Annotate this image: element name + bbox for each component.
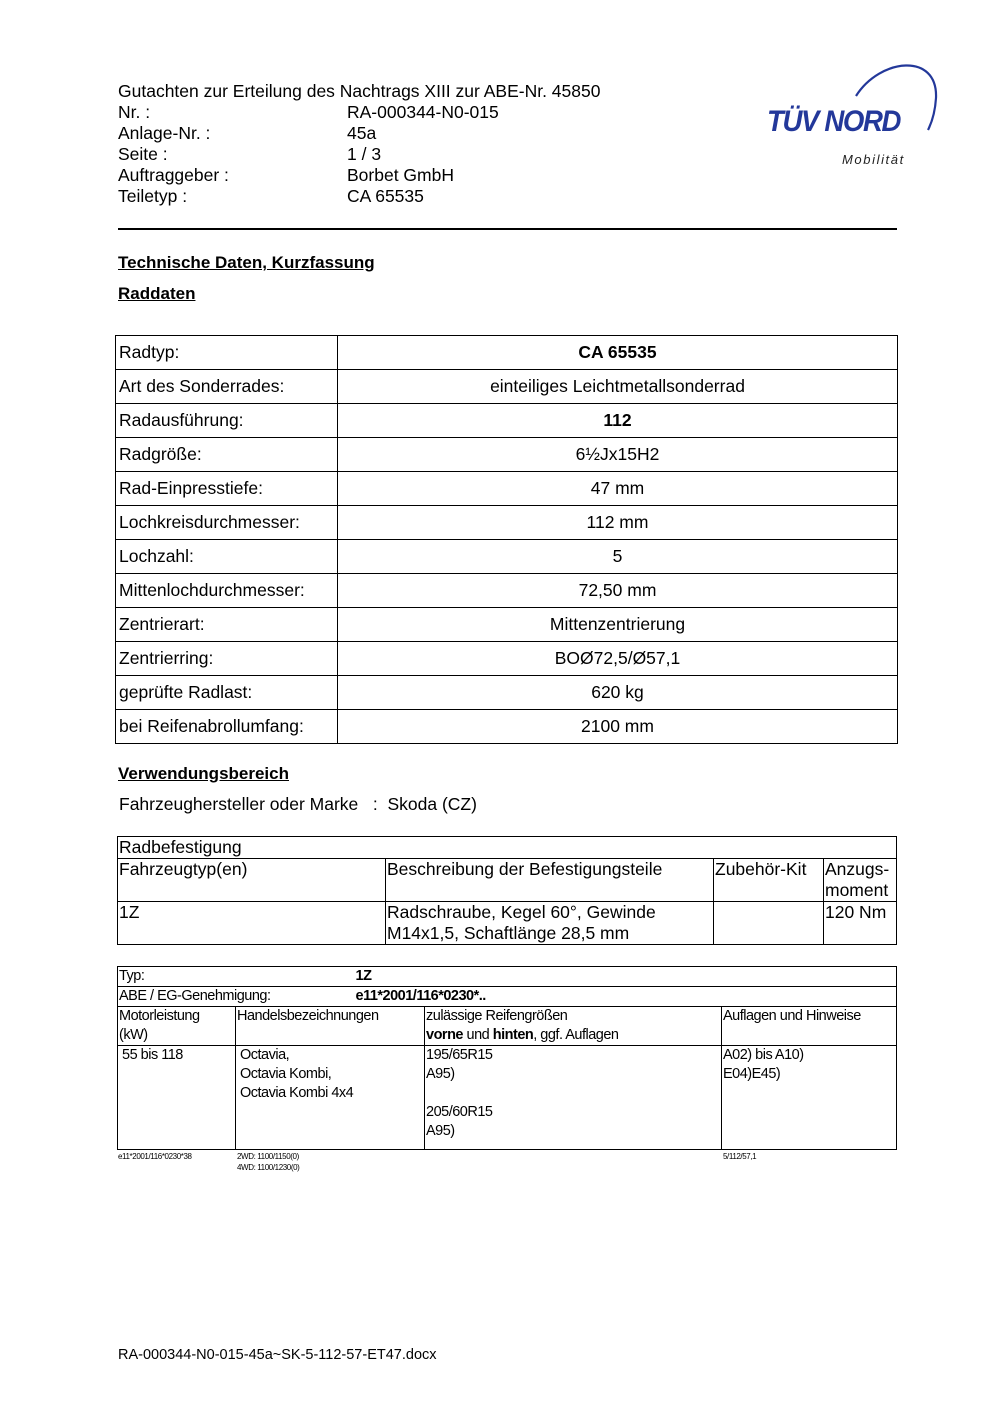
auflagen-line: A02) bis A10) [723, 1047, 804, 1063]
column-header-line: Anzugs- [825, 859, 890, 879]
cell-auflagen [722, 1046, 897, 1150]
header-line: zulässige Reifengrößen [426, 1008, 568, 1024]
cell-beschreibung [386, 902, 714, 945]
header-row-anlage [118, 123, 600, 144]
header-divider [118, 228, 897, 230]
handel-line: Octavia Kombi, [240, 1066, 332, 1082]
usage-separator: : [372, 794, 378, 814]
section-heading-verwendungsbereich: Verwendungsbereich [118, 764, 289, 783]
footnote-load-2wd: 2WD: 1100/1150(0) [237, 1152, 299, 1161]
header-line [426, 1026, 720, 1045]
header-value: 45a [347, 123, 377, 143]
row-label: Radgröße: [116, 438, 338, 472]
row-label: Zentrierart: [116, 608, 338, 642]
document-footer-filename: RA-000344-N0-015-45a~SK-5-112-57-ET47.docx [118, 1347, 437, 1363]
row-label: Radausführung: [116, 404, 338, 438]
row-label: Lochkreisdurchmesser: [116, 506, 338, 540]
table-row [116, 404, 898, 438]
header-label: Teiletyp : [118, 186, 188, 206]
handel-line: Octavia Kombi 4x4 [240, 1085, 354, 1101]
table-header-row [118, 859, 897, 902]
row-value: CA 65535 [338, 336, 898, 370]
table-row [116, 608, 898, 642]
handel-line: Octavia, [240, 1047, 290, 1063]
reifen-line: 195/65R15 [426, 1047, 493, 1063]
table-row [118, 987, 897, 1007]
typ-value-cell [355, 967, 897, 987]
column-header: Zubehör-Kit [714, 859, 824, 902]
header-value: RA-000344-N0-015 [347, 102, 499, 122]
footnote-abe: e11*2001/116*0230*38 [118, 1152, 192, 1161]
document-title: Gutachten zur Erteilung des Nachtrags XIII zur ABE-Nr. 45850 [118, 81, 601, 101]
abe-value-cell [355, 987, 897, 1007]
section-heading-raddaten: Raddaten [118, 284, 196, 303]
row-label: bei Reifenabrollumfang: [116, 710, 338, 744]
row-value: 5 [338, 540, 898, 574]
abe-label: ABE / EG-Genehmigung: [119, 988, 271, 1004]
typ-value: 1Z [355, 968, 372, 984]
header-row-auftraggeber [118, 165, 600, 186]
cell-line: M14x1,5, Schaftlänge 28,5 mm [387, 923, 630, 943]
table-row [118, 837, 897, 859]
header-label: Nr. : [118, 102, 151, 122]
table-row [116, 438, 898, 472]
table-row [116, 574, 898, 608]
motor-value: 55 bis 118 [122, 1047, 183, 1063]
table-row [116, 472, 898, 506]
raddaten-table [115, 335, 898, 744]
row-label: Rad-Einpresstiefe: [116, 472, 338, 506]
table-row [116, 676, 898, 710]
radbefestigung-title: Radbefestigung [118, 837, 897, 859]
column-header-handel: Handelsbezeichnungen [236, 1007, 425, 1046]
table-row [116, 336, 898, 370]
header-hinten: hinten [492, 1027, 534, 1043]
radbefestigung-table [117, 836, 897, 945]
row-label: Art des Sonderrades: [116, 370, 338, 404]
cell-line: Radschraube, Kegel 60°, Gewinde [387, 902, 656, 922]
document-header [118, 81, 600, 207]
column-header [824, 859, 897, 902]
typ-label: Typ: [119, 968, 145, 984]
table-row [116, 642, 898, 676]
column-header-auflagen: Auflagen und Hinweise [722, 1007, 897, 1046]
cell-zubehoer-kit [714, 902, 824, 945]
header-label: Auftraggeber : [118, 165, 229, 185]
row-value: 6½Jx15H2 [338, 438, 898, 472]
table-row [118, 967, 897, 987]
typ-table [117, 966, 897, 1150]
header-row-teiletyp [118, 186, 600, 207]
usage-value: Skoda (CZ) [387, 794, 477, 814]
header-value: 1 / 3 [347, 144, 382, 164]
header-vorne: vorne [426, 1027, 463, 1043]
row-value: 112 mm [338, 506, 898, 540]
table-row [116, 540, 898, 574]
row-value: 72,50 mm [338, 574, 898, 608]
row-value: 620 kg [338, 676, 898, 710]
footnote-load-4wd: 4WD: 1100/1230(0) [237, 1163, 300, 1172]
tuv-nord-logo [760, 56, 950, 176]
cell-motor [118, 1046, 236, 1150]
header-line: Motorleistung [119, 1008, 200, 1024]
reifen-line: A95) [426, 1066, 455, 1082]
column-header-motor [118, 1007, 236, 1046]
footnote-code: 5/112/57,1 [723, 1152, 757, 1161]
header-row-seite [118, 144, 600, 165]
table-row [118, 902, 897, 945]
reifen-line [426, 1084, 720, 1103]
row-label: Zentrierring: [116, 642, 338, 676]
row-value: 112 [338, 404, 898, 438]
logo-wordmark: TÜV NORD [767, 105, 901, 138]
row-value: BOØ72,5/Ø57,1 [338, 642, 898, 676]
column-header-reifen [425, 1007, 722, 1046]
row-value: Mittenzentrierung [338, 608, 898, 642]
abe-value: e11*2001/116*0230*.. [355, 988, 486, 1004]
table-row [116, 506, 898, 540]
usage-line [119, 794, 477, 815]
logo-subtitle: Mobilität [842, 152, 905, 167]
header-row-nr [118, 102, 600, 123]
column-header-line: moment [825, 880, 889, 900]
table-row [118, 1046, 897, 1150]
table-row [116, 370, 898, 404]
header-line: (kW) [119, 1027, 148, 1043]
usage-label: Fahrzeughersteller oder Marke [119, 794, 359, 814]
header-value: Borbet GmbH [347, 165, 454, 185]
cell-reifen [425, 1046, 722, 1150]
table-row [116, 710, 898, 744]
header-value: CA 65535 [347, 186, 424, 206]
cell-fahrzeugtyp: 1Z [118, 902, 386, 945]
row-label: Radtyp: [116, 336, 338, 370]
section-heading-technische-daten: Technische Daten, Kurzfassung [118, 253, 375, 272]
column-header: Beschreibung der Befestigungsteile [386, 859, 714, 902]
reifen-line: 205/60R15 [426, 1104, 493, 1120]
row-value: 47 mm [338, 472, 898, 506]
row-label: geprüfte Radlast: [116, 676, 338, 710]
header-label: Anlage-Nr. : [118, 123, 211, 143]
table-header-row [118, 1007, 897, 1046]
cell-anzugsmoment: 120 Nm [824, 902, 897, 945]
cell-handel [236, 1046, 425, 1150]
typ-label-cell [118, 967, 425, 987]
column-header: Fahrzeugtyp(en) [118, 859, 386, 902]
auflagen-line: E04)E45) [723, 1066, 781, 1082]
header-auflagen-suffix: , ggf. Auflagen [533, 1027, 619, 1043]
row-label: Lochzahl: [116, 540, 338, 574]
row-value: einteiliges Leichtmetallsonderrad [338, 370, 898, 404]
row-label: Mittenlochdurchmesser: [116, 574, 338, 608]
header-label: Seite : [118, 144, 168, 164]
reifen-line: A95) [426, 1123, 455, 1139]
row-value: 2100 mm [338, 710, 898, 744]
header-und: und [463, 1027, 493, 1043]
